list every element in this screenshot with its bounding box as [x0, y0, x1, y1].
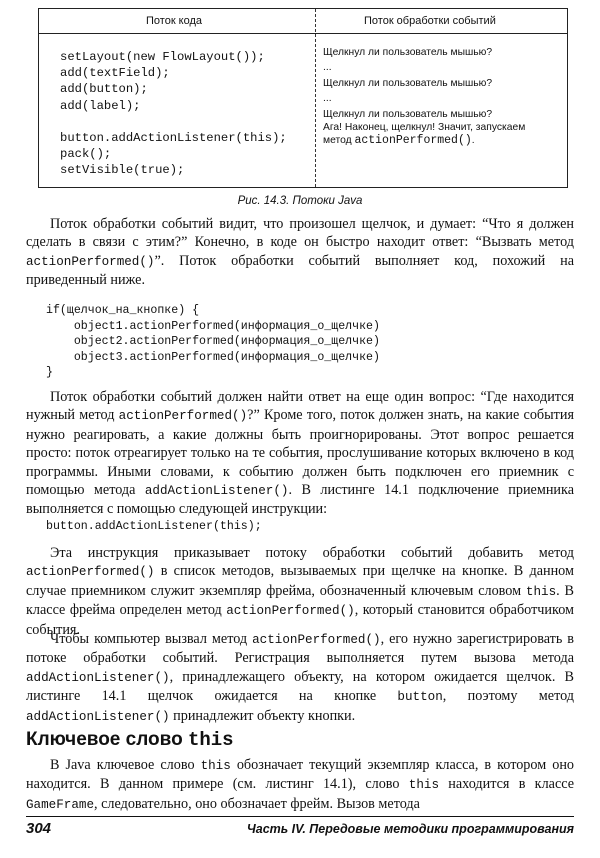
- inline-code: this: [408, 778, 440, 793]
- code-line: button.addActionListener(this);: [60, 131, 287, 146]
- code-line: [60, 114, 287, 130]
- inline-code: actionPerformed(): [252, 633, 381, 647]
- code-thread-listing: [60, 49, 287, 179]
- event-question: Щелкнул ли пользователь мышью?: [323, 77, 493, 89]
- inline-code: actionPerformed(): [118, 409, 248, 424]
- event-thread-header: Поток обработки событий: [364, 15, 496, 27]
- inline-code: this: [200, 759, 231, 773]
- code-line: setLayout(new FlowLayout());: [60, 50, 265, 64]
- event-ellipsis: ...: [323, 93, 332, 105]
- code-line: add(button);: [60, 82, 148, 97]
- code-line: if(щелчок_на_кнопке) {: [46, 304, 200, 317]
- code-line: setVisible(true);: [60, 163, 185, 178]
- paragraph-4: Чтобы компьютер вызвал метод actionPerformed(), его нужно зарегистрировать в потоке обработки событий. Регистрация выполняется путем вызова метода addActionListener(), принадлежащего объекту, на котором ожидается щелчок. В листинге 14.1 щелчок ожидается на кнопке button, поэтому метод addActionListener() принадлежит объекту кнопки.: [26, 631, 574, 724]
- paragraph-1: Поток обработки событий видит, что произошел щелчок, и думает: “Что я должен сделать в связи с этим?” Конечно, в коде он быстро находит ответ: “Вызвать метод actionPerformed()”. Поток обработки событий выполняет код, похожий на приведенный ниже.: [26, 216, 574, 289]
- code-line: pack();: [60, 147, 112, 162]
- event-question: Щелкнул ли пользователь мышью?: [323, 108, 493, 120]
- heading-code: this: [187, 729, 234, 751]
- inline-code: addActionListener(): [26, 670, 170, 685]
- code-line: object1.actionPerformed(информация_о_щелчке): [46, 319, 380, 333]
- inline-code: actionPerformed(): [226, 604, 355, 619]
- column-divider: [315, 9, 316, 187]
- event-method-line: метод actionPerformed().: [323, 134, 475, 148]
- event-thread-column: [323, 46, 525, 148]
- code-line: add(textField);: [60, 66, 170, 81]
- code-line: }: [46, 366, 53, 380]
- event-question: Щелкнул ли пользователь мышью?: [323, 47, 493, 58]
- inline-code: addActionListener(): [26, 709, 170, 724]
- code-line: object2.actionPerformed(информация_о_щелчке): [46, 335, 380, 349]
- inline-code: actionPerformed(): [26, 565, 155, 580]
- page-number: 304: [26, 820, 52, 837]
- paragraph-3: Эта инструкция приказывает потоку обработки событий добавить метод actionPerformed() в список методов, вызываемых при щелчке на кнопке. В данном случае приемником служит экземпляр фрейма, обозначенный ключевым словом this. В классе фрейма определен метод actionPerformed(), который становится обработчиком события.: [26, 545, 574, 638]
- code-block-if: [46, 303, 380, 381]
- paragraph-5: В Java ключевое слово this обозначает текущий экземпляр класса, в котором оно находится. В данном примере (см. листинг 14.1), слово this находится в классе GameFrame, следовательно, оно обозначает фрейм. Вызов метода: [26, 757, 575, 812]
- thread-figure: [38, 8, 568, 188]
- paragraph-2: Поток обработки событий должен найти ответ на еще один вопрос: “Где находится нужный метод actionPerformed()?” Кроме того, поток должен знать, на какие события нужно реагировать, а какие должны быть проигнорированы. Этот вопрос решается просто: поток отреагирует только на те события, прослушивание которых включено в код программы. Иными словами, к событию должен быть подключен его приемник с помощью метода addActionListener(). В листинге 14.1 подключение приемника выполняется с помощью следующей инструкции:: [26, 389, 574, 518]
- event-answer: Ага! Наконец, щелкнул! Значит, запускаем: [323, 122, 526, 134]
- figure-header: [39, 9, 567, 34]
- footer-rule: [26, 816, 574, 817]
- inline-code: this: [525, 584, 557, 599]
- section-heading: Ключевое слово this: [26, 729, 234, 751]
- code-line: object3.actionPerformed(информация_о_щелчке): [46, 350, 380, 364]
- inline-code: GameFrame: [26, 797, 95, 812]
- method-name: actionPerformed(): [354, 134, 472, 148]
- inline-code: button: [397, 690, 443, 705]
- inline-code: actionPerformed(): [26, 254, 155, 269]
- event-ellipsis: ...: [323, 62, 332, 74]
- part-title: Часть IV. Передовые методики программирования: [246, 822, 574, 836]
- inline-code: addActionListener(): [144, 484, 289, 499]
- code-thread-header: Поток кода: [146, 15, 203, 27]
- figure-caption: Рис. 14.3. Потоки Java: [237, 195, 363, 207]
- code-block-listener: button.addActionListener(this);: [46, 520, 262, 533]
- code-line: add(label);: [60, 98, 141, 113]
